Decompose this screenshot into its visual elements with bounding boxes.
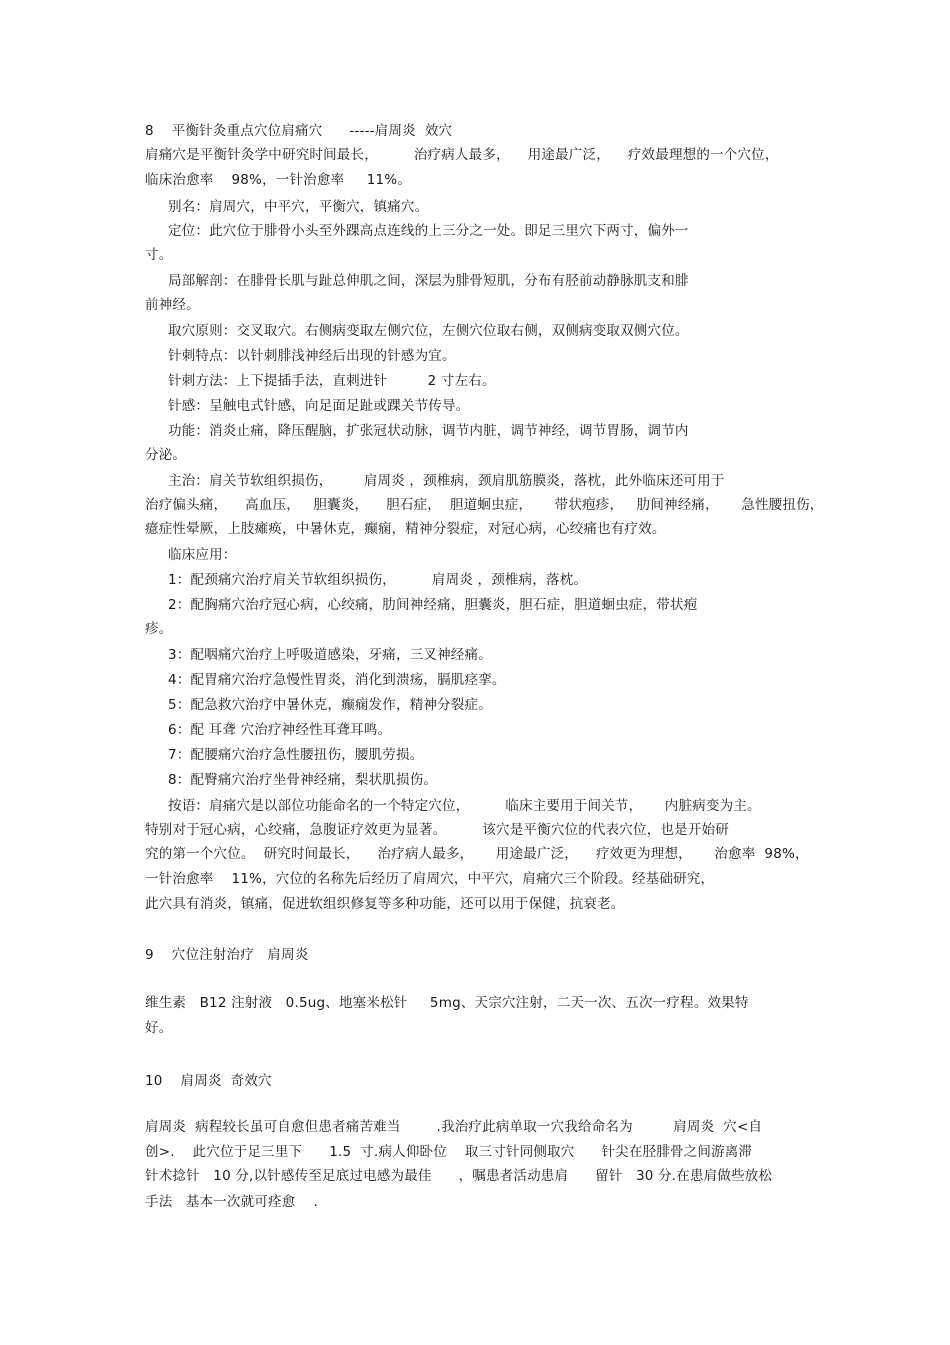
section-8-line: 局部解剖：在腓骨长肌与趾总伸肌之间，深层为腓骨短肌，分布有胫前动静脉肌支和腓 (168, 273, 689, 289)
section-10-line: 创>. 此穴位于足三里下 1.5 寸.病人仰卧位 取三寸针同侧取穴 针尖在胫腓骨之间游离滞 (145, 1144, 753, 1160)
section-8-line: 治疗偏头痛， 高血压， 胆囊炎， 胆石症， 胆道蛔虫症， 带状疱疹， 肋间神经痛， 急性腰扭伤， (145, 497, 824, 513)
section-8-line: 一针治愈率 11%，穴位的名称先后经历了肩周穴，中平穴，肩痛穴三个阶段。经基础研究， (145, 871, 715, 887)
section-8-line: 定位：此穴位于腓骨小头至外踝高点连线的上三分之一处。即足三里穴下两寸，偏外一 (168, 223, 689, 239)
section-8-line: 此穴具有消炎，镇痛，促进软组织修复等多种功能，还可以用于保健，抗衰老。 (145, 896, 625, 912)
section-9-line: 好。 (145, 1020, 173, 1036)
section-8-line: 究的第一个穴位。 研究时间最长， 治疗病人最多， 用途最广泛， 疗效更为理想， 治愈率 98%， (145, 846, 809, 862)
section-9-line: 维生素 B12 注射液 0.5ug、地塞米松针 5mg、天宗穴注射，二天一次、五次一疗程。效果特 (145, 995, 749, 1011)
section-8-line: 特别对于冠心病，心绞痛，急腹证疗效更为显著。 该穴是平衡穴位的代表穴位，也是开始研 (145, 822, 729, 838)
section-8-line: 功能：消炎止痛，降压醒脑，扩张冠状动脉，调节内脏，调节神经，调节胃肠，调节内 (168, 423, 689, 439)
section-8-line: 别名：肩周穴，中平穴，平衡穴，镇痛穴。 (168, 199, 429, 215)
section-8-title: 8 平衡针灸重点穴位肩痛穴 -----肩周炎 效穴 (145, 123, 453, 139)
section-8-line: 寸。 (145, 247, 173, 263)
section-8-line: 8：配臀痛穴治疗坐骨神经痛，梨状肌损伤。 (168, 772, 438, 788)
section-10-line: 肩周炎 病程较长虽可自愈但患者痛苦难当 .我治疗此病单取一穴我给命名为 肩周炎 穴<自 (145, 1119, 763, 1135)
section-8-line: 7：配腰痛穴治疗急性腰扭伤，腰肌劳损。 (168, 747, 424, 763)
section-10-title: 10 肩周炎 奇效穴 (145, 1073, 272, 1089)
section-8-line: 2：配胸痛穴治疗冠心病，心绞痛，肋间神经痛，胆囊炎，胆石症，胆道蛔虫症，带状疱 (168, 597, 698, 613)
section-10-line: 手法 基本一次就可痊愈 . (145, 1194, 318, 1210)
section-8-line: 按语：肩痛穴是以部位功能命名的一个特定穴位， 临床主要用于间关节， 内脏病变为主。 (168, 798, 761, 814)
section-8-line: 4：配胃痛穴治疗急慢性胃炎，消化到溃疡，膈肌痉挛。 (168, 672, 506, 688)
section-8-line: 1：配颈痛穴治疗肩关节软组织损伤， 肩周炎 ，颈椎病，落枕。 (168, 572, 588, 588)
section-8-line: 分泌。 (145, 447, 187, 463)
section-9-title: 9 穴位注射治疗 肩周炎 (145, 947, 309, 963)
section-8-intro-line: 肩痛穴是平衡针灸学中研究时间最长， 治疗病人最多， 用途最广泛， 疗效最理想的一个穴位， (145, 147, 779, 163)
section-10-line: 针术捻针 10 分,以针感传至足底过电感为最佳 ，嘱患者活动患肩 留针 30 分.在患肩做些放松 (145, 1168, 773, 1184)
section-8-line: 3：配咽痛穴治疗上呼吸道感染，牙痛，三叉神经痛。 (168, 647, 492, 663)
section-8-line: 取穴原则：交叉取穴。右侧病变取左侧穴位，左侧穴位取右侧，双侧病变取双侧穴位。 (168, 323, 689, 339)
section-8-line: 前神经。 (145, 297, 200, 313)
section-8-line: 6：配 耳聋 穴治疗神经性耳聋耳鸣。 (168, 722, 392, 738)
section-8-intro-line: 临床治愈率 98%，一针治愈率 11%。 (145, 172, 412, 188)
section-8-line: 临床应用： (168, 547, 237, 563)
section-8-line: 针感：呈触电式针感，向足面足趾或踝关节传导。 (168, 398, 470, 414)
section-8-line: 疹。 (145, 621, 173, 637)
section-8-line: 针刺方法：上下提插手法，直刺进针 2 寸左右。 (168, 373, 496, 389)
section-8-line: 癔症性晕厥，上肢瘫痪，中暑休克，癫痫，精神分裂症，对冠心病，心绞痛也有疗效。 (145, 521, 666, 537)
section-8-line: 5：配急救穴治疗中暑休克，癫痫发作，精神分裂症。 (168, 697, 492, 713)
section-8-line: 主治：肩关节软组织损伤， 肩周炎 ，颈椎病，颈肩肌筋膜炎，落枕，此外临床还可用于 (168, 473, 725, 489)
section-8-line: 针刺特点：以针刺腓浅神经后出现的针感为宜。 (168, 348, 456, 364)
